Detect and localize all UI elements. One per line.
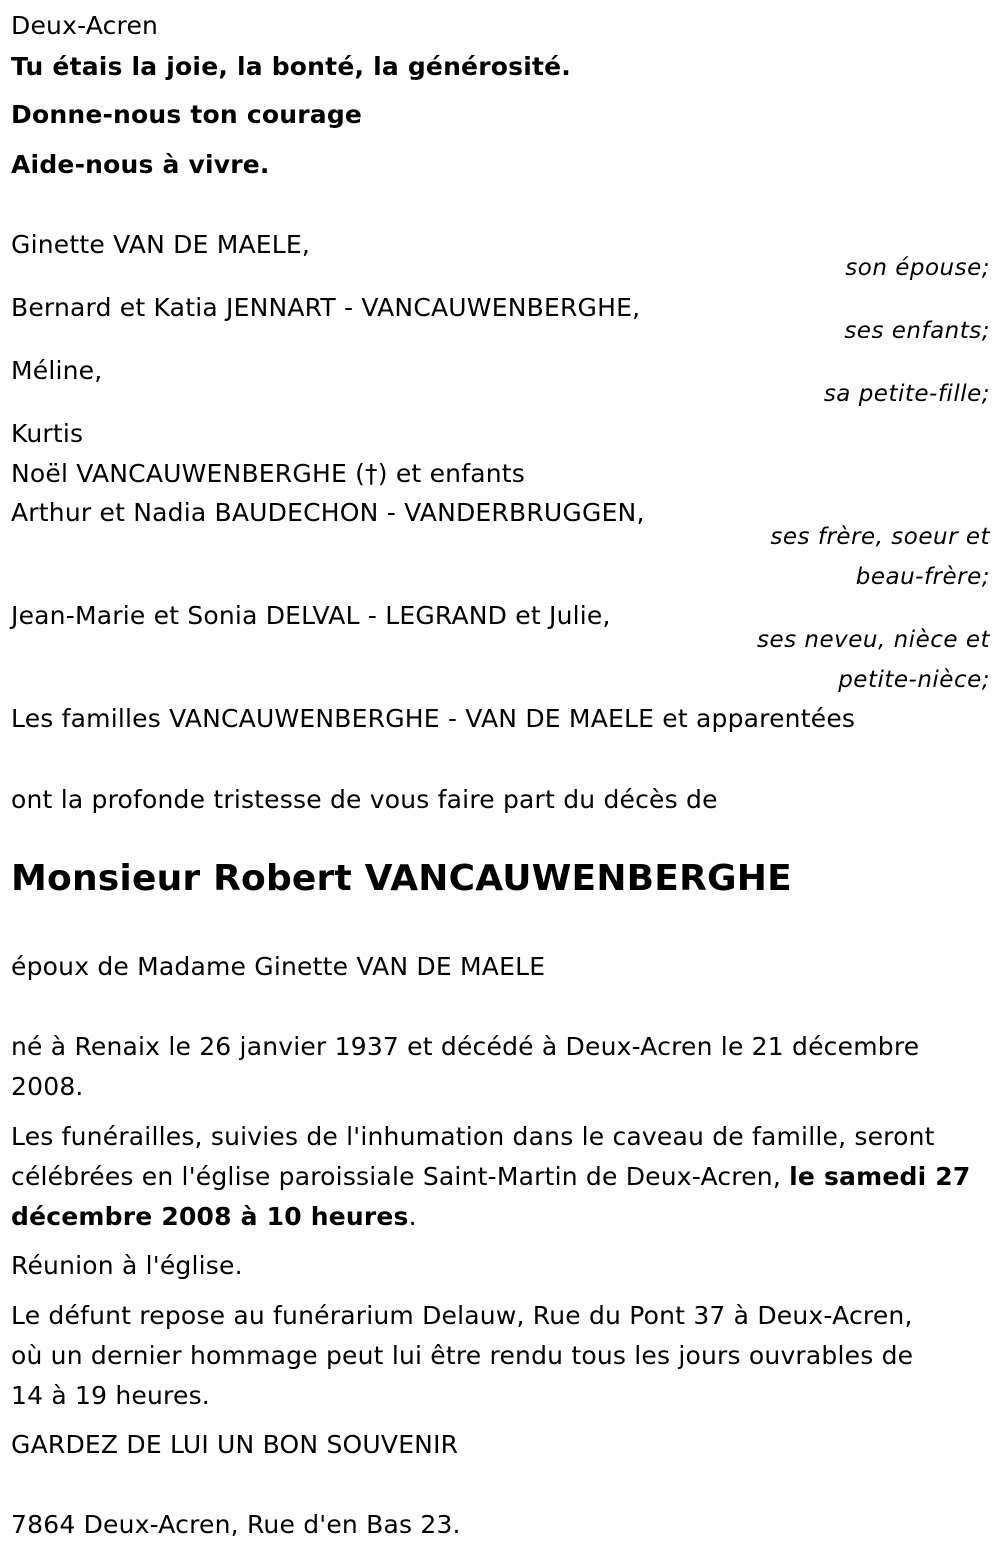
grandchild-role: sa petite-fille; [823, 381, 990, 407]
grandchild-name: Méline, [11, 356, 103, 385]
verse-line: Donne-nous ton courage [11, 100, 363, 129]
announcement-intro: ont la profonde tristesse de vous faire part du décès de [11, 785, 718, 814]
funeral-text: célébrées en l'église paroissiale Saint-Martin de Deux-Acren, [11, 1162, 790, 1191]
birth-death-line: né à Renaix le 26 janvier 1937 et décédé à Deux-Acren le 21 décembre [11, 1032, 920, 1061]
address: 7864 Deux-Acren, Rue d'en Bas 23. [11, 1510, 461, 1539]
funeral-text: . [408, 1202, 417, 1231]
children-role: ses enfants; [844, 318, 990, 344]
rest-line: 14 à 19 heures. [11, 1381, 210, 1410]
funeral-line: Les funérailles, suivies de l'inhumation dans le caveau de famille, seront [11, 1122, 935, 1151]
funeral-line [11, 1202, 417, 1232]
children-names: Bernard et Katia JENNART - VANCAUWENBERGHE, [11, 293, 641, 322]
sibling-name: Kurtis [11, 419, 84, 448]
verse-line: Aide-nous à vivre. [11, 150, 270, 179]
nephews-names: Jean-Marie et Sonia DELVAL - LEGRAND et Julie, [11, 601, 611, 630]
sibling-name: Noël VANCAUWENBERGHE (†) et enfants [11, 459, 525, 488]
deceased-name: Monsieur Robert VANCAUWENBERGHE [11, 858, 792, 899]
siblings-role: beau-frère; [855, 564, 990, 590]
meeting-info: Réunion à l'église. [11, 1251, 243, 1280]
verse-line: Tu étais la joie, la bonté, la générosité. [11, 52, 571, 81]
birth-death-line: 2008. [11, 1072, 84, 1101]
spouse-name: Ginette VAN DE MAELE, [11, 230, 311, 259]
location: Deux-Acren [11, 11, 159, 40]
siblings-role: ses frère, soeur et [770, 524, 990, 550]
sibling-name: Arthur et Nadia BAUDECHON - VANDERBRUGGEN, [11, 498, 645, 527]
funeral-date: décembre 2008 à 10 heures [11, 1202, 409, 1231]
rest-line: Le défunt repose au funérarium Delauw, Rue du Pont 37 à Deux-Acren, [11, 1301, 913, 1330]
funeral-line [11, 1162, 970, 1192]
rest-line: où un dernier hommage peut lui être rendu tous les jours ouvrables de [11, 1341, 914, 1370]
closing-line: GARDEZ DE LUI UN BON SOUVENIR [11, 1430, 459, 1459]
spouse-of: époux de Madame Ginette VAN DE MAELE [11, 952, 546, 981]
nephews-role: petite-nièce; [838, 667, 990, 693]
nephews-role: ses neveu, nièce et [756, 627, 990, 653]
families-line: Les familles VANCAUWENBERGHE - VAN DE MAELE et apparentées [11, 704, 856, 733]
spouse-role: son épouse; [845, 255, 990, 281]
funeral-date: le samedi 27 [789, 1162, 971, 1191]
